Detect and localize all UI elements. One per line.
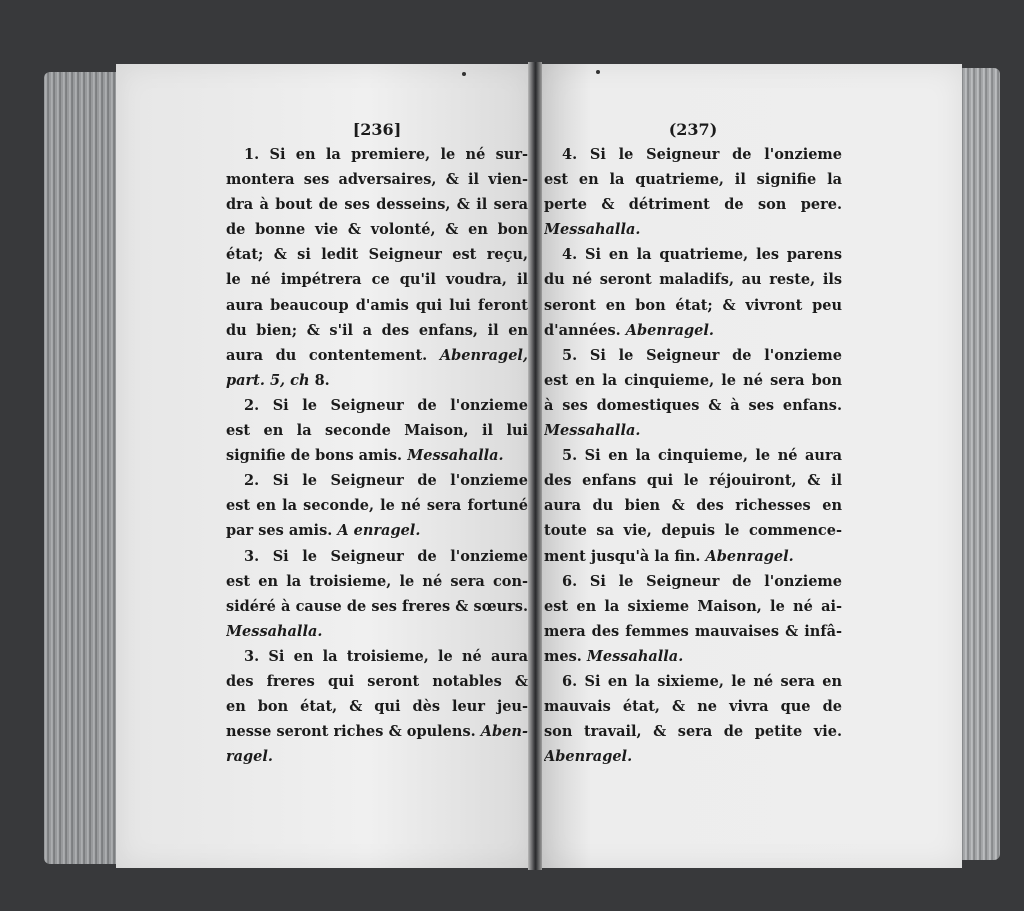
text-line [226, 217, 528, 242]
line-text: en bon état, & qui dès leur jeu- [226, 698, 528, 716]
line-citation: Abenragel. [544, 748, 633, 766]
text-line [544, 343, 842, 368]
line-text: aura du contentement. [226, 346, 428, 364]
line-citation: Messahalla. [586, 647, 684, 665]
right-page-edges [958, 68, 1000, 860]
text-line [226, 368, 528, 393]
line-citation: ragel. [226, 748, 273, 766]
line-text: nesse seront riches & opulens. [226, 723, 476, 741]
line-text: 2. Si le Seigneur de l'onzieme [244, 472, 528, 490]
text-line [544, 544, 842, 569]
text-line [544, 318, 842, 343]
text-line [226, 644, 528, 669]
text-line [544, 669, 842, 694]
page-number-left: [236] [352, 120, 402, 139]
line-text: 2. Si le Seigneur de l'onzieme [244, 396, 528, 414]
line-text: 6. Si en la sixieme, le né sera en [562, 672, 842, 690]
line-text: est en la quatrieme, il signifie la [544, 171, 842, 189]
line-text: de bonne vie & volonté, & en bon [226, 221, 528, 239]
line-citation: part. 5, ch [226, 371, 310, 389]
line-text: 4. Si en la quatrieme, les parens [562, 246, 842, 264]
line-text: aura beaucoup d'amis qui lui feront [226, 296, 528, 314]
text-line [544, 267, 842, 292]
text-line [226, 267, 528, 292]
text-line [226, 594, 528, 619]
text-line [226, 744, 528, 769]
line-tail: 8. [309, 371, 330, 389]
text-line [226, 569, 528, 594]
line-text: 1. Si en la premiere, le né sur- [244, 146, 528, 163]
line-text: 4. Si le Seigneur de l'onzieme [562, 146, 842, 163]
right-page-text [544, 117, 842, 769]
line-text: du né seront maladifs, au reste, ils [544, 271, 842, 289]
text-line [226, 418, 528, 443]
line-citation: A enragel. [337, 522, 421, 540]
text-line [544, 594, 842, 619]
text-line [544, 142, 842, 167]
line-text: le né impétrera ce qu'il voudra, il [226, 271, 528, 289]
line-text: par ses amis. [226, 522, 333, 540]
line-text: d'années. [544, 321, 621, 339]
book-gutter [528, 62, 542, 870]
line-text: signifie de bons amis. [226, 447, 403, 465]
line-text: est en la cinquieme, le né sera bon [544, 371, 842, 389]
printing-mark-right [596, 70, 600, 74]
text-line [544, 368, 842, 393]
line-citation: Messahalla. [226, 622, 323, 640]
text-line [226, 669, 528, 694]
line-text: 5. Si le Seigneur de l'onzieme [562, 346, 842, 364]
text-line [544, 619, 842, 644]
line-text: seront en bon état; & vivront peu [544, 296, 842, 314]
text-line [544, 694, 842, 719]
text-line [226, 242, 528, 267]
text-line [544, 393, 842, 418]
line-citation: Abenragel, [439, 346, 528, 364]
line-text: ment jusqu'à la fin. [544, 547, 701, 565]
line-text: des freres qui seront notables & [226, 672, 528, 690]
line-text: mes. [544, 647, 582, 665]
line-citation: Abenragel. [625, 321, 714, 339]
text-line [226, 167, 528, 192]
text-line [544, 468, 842, 493]
text-line [544, 569, 842, 594]
text-line [226, 142, 528, 167]
line-text: dra à bout de ses desseins, & il sera [226, 196, 528, 214]
text-line [544, 744, 842, 769]
printing-mark-left [462, 72, 466, 76]
text-line [544, 493, 842, 518]
line-text: 3. Si le Seigneur de l'onzieme [244, 547, 528, 565]
text-line [226, 719, 528, 744]
line-text: est en la sixieme Maison, le né ai- [544, 597, 842, 615]
line-citation: Messahalla. [544, 221, 641, 239]
line-text: 3. Si en la troisieme, le né aura [244, 647, 528, 665]
text-line [544, 644, 842, 669]
text-line [544, 443, 842, 468]
line-text: à ses domestiques & à ses enfans. [544, 396, 842, 414]
text-line [544, 518, 842, 543]
line-text: son travail, & sera de petite vie. [544, 723, 842, 741]
line-text: mera des femmes mauvaises & infâ- [544, 622, 842, 640]
line-citation: Messahalla. [407, 447, 504, 465]
text-line [544, 293, 842, 318]
line-citation: Messahalla. [544, 422, 641, 440]
text-line [544, 418, 842, 443]
text-line [226, 518, 528, 543]
text-line [544, 242, 842, 267]
text-line [226, 192, 528, 217]
left-page-edges [44, 72, 124, 864]
text-line [226, 619, 528, 644]
line-text: est en la seconde, le né sera fortuné [226, 497, 528, 515]
left-page-text [226, 117, 528, 769]
text-line [226, 443, 528, 468]
line-text: est en la troisieme, le né sera con- [226, 572, 528, 590]
line-text: état; & si ledit Seigneur est reçu, [226, 246, 528, 264]
text-line [226, 694, 528, 719]
line-text: perte & détriment de son pere. [544, 196, 842, 214]
text-line [544, 217, 842, 242]
line-citation: Abenragel. [705, 547, 794, 565]
line-text: toute sa vie, depuis le commence- [544, 522, 842, 540]
page-number-right: (237) [668, 120, 718, 139]
text-line [226, 318, 528, 343]
text-line [226, 468, 528, 493]
line-text: est en la seconde Maison, il lui [226, 422, 528, 440]
line-text: 5. Si en la cinquieme, le né aura [562, 447, 842, 465]
left-page-lines [226, 142, 528, 769]
text-line [544, 192, 842, 217]
line-text: mauvais état, & ne vivra que de [544, 698, 842, 716]
line-text: des enfans qui le réjouiront, & il [544, 472, 842, 490]
line-citation: Aben- [480, 723, 528, 741]
line-text: sidéré à cause de ses freres & sœurs. [226, 597, 528, 615]
line-text: du bien; & s'il a des enfans, il en [226, 321, 528, 339]
line-text: aura du bien & des richesses en [544, 497, 842, 515]
text-line [226, 493, 528, 518]
text-line [226, 343, 528, 368]
text-line [544, 167, 842, 192]
right-page-lines [544, 142, 842, 769]
line-text: 6. Si le Seigneur de l'onzieme [562, 572, 842, 590]
line-text: montera ses adversaires, & il vien- [226, 171, 528, 189]
text-line [226, 393, 528, 418]
text-line [226, 293, 528, 318]
text-line [226, 544, 528, 569]
text-line [544, 719, 842, 744]
